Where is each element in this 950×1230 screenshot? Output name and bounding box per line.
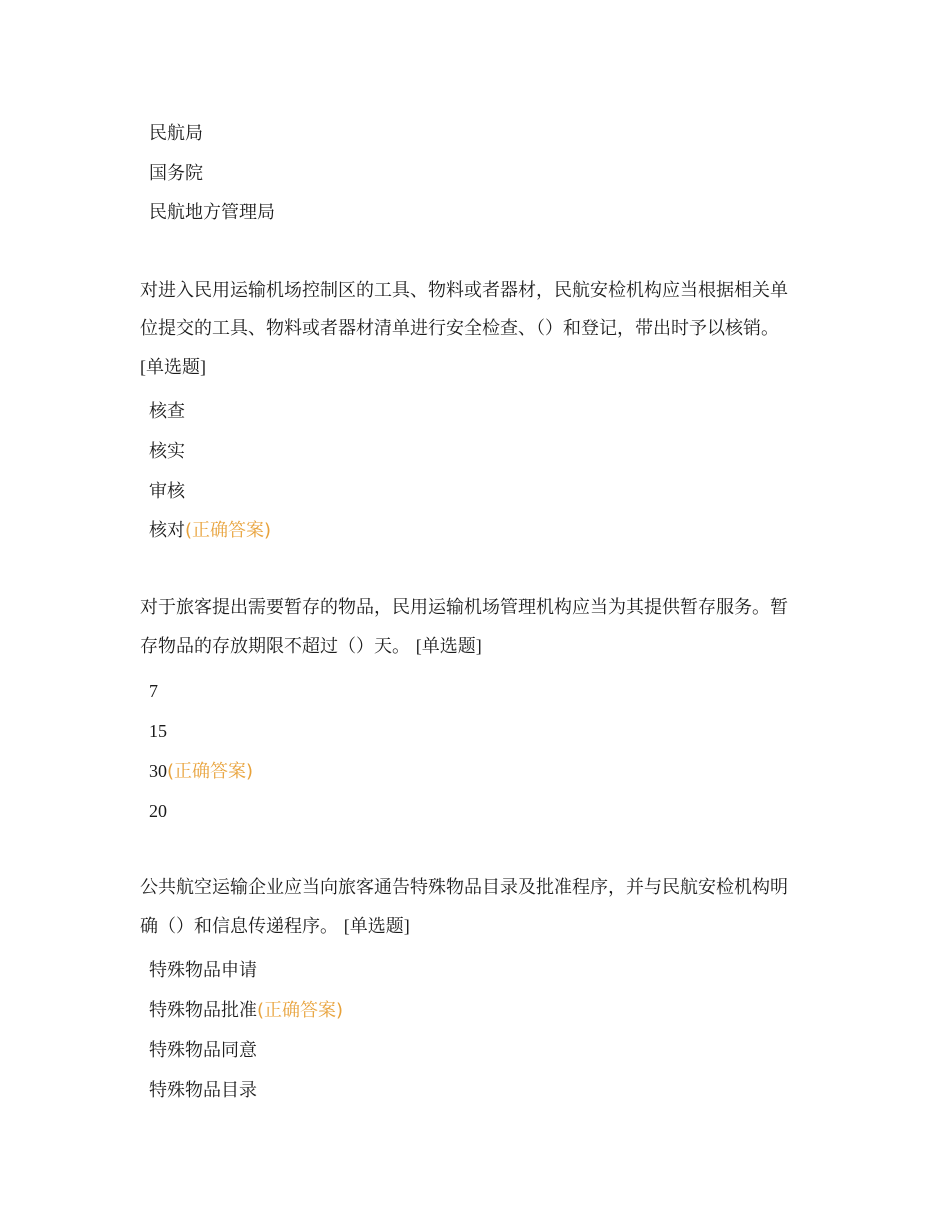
option-item xyxy=(149,1000,343,1022)
option-text: 民航局 xyxy=(149,123,203,144)
option-text: 特殊物品同意 xyxy=(149,1040,257,1061)
correct-answer-label: (正确答案) xyxy=(167,761,254,782)
option-text: 7 xyxy=(149,681,158,701)
option-text: 核对 xyxy=(149,520,185,541)
option-item xyxy=(149,123,203,145)
question-text-line: 存物品的存放期限不超过（）天。 xyxy=(140,636,410,657)
option-text: 30 xyxy=(149,761,167,781)
correct-answer-label: (正确答案) xyxy=(185,520,272,541)
question-type-tag: [单选题] xyxy=(140,357,206,377)
option-text: 核实 xyxy=(149,441,185,462)
option-item xyxy=(149,520,271,542)
option-item xyxy=(149,680,158,703)
option-item xyxy=(149,441,185,463)
option-text: 15 xyxy=(149,721,167,741)
option-item xyxy=(149,960,257,982)
option-item xyxy=(149,1080,257,1102)
question-text-line: 位提交的工具、物料或者器材清单进行安全检查、（）和登记，带出时予以核销。 xyxy=(140,318,779,339)
option-item xyxy=(149,720,167,743)
option-item xyxy=(149,401,185,423)
question-type-tag: [单选题] xyxy=(415,636,482,656)
option-text: 核查 xyxy=(149,401,185,422)
option-text: 审核 xyxy=(149,481,185,502)
option-item xyxy=(149,800,167,823)
question-text-line: 对于旅客提出需要暂存的物品，民用运输机场管理机构应当为其提供暂存服务。暂 xyxy=(140,597,788,618)
question-text-line: 确（）和信息传递程序。 xyxy=(140,916,338,937)
question-2 xyxy=(140,589,830,666)
option-text: 国务院 xyxy=(149,163,203,184)
option-item xyxy=(149,1040,257,1062)
correct-answer-label: (正确答案) xyxy=(257,1000,344,1021)
option-text: 特殊物品目录 xyxy=(149,1080,257,1101)
question-3 xyxy=(140,869,830,946)
option-item xyxy=(149,163,203,185)
option-item xyxy=(149,760,253,783)
option-item xyxy=(149,202,275,224)
question-text-line: 对进入民用运输机场控制区的工具、物料或者器材，民航安检机构应当根据相关单 xyxy=(140,280,788,301)
option-text: 特殊物品申请 xyxy=(149,960,257,981)
question-text-line: 公共航空运输企业应当向旅客通告特殊物品目录及批准程序，并与民航安检机构明 xyxy=(140,877,788,898)
question-type-tag: [单选题] xyxy=(343,916,410,936)
option-text: 特殊物品批准 xyxy=(149,1000,257,1021)
option-text: 20 xyxy=(149,801,167,821)
question-1 xyxy=(140,272,830,387)
option-item xyxy=(149,481,185,503)
option-text: 民航地方管理局 xyxy=(149,202,275,223)
